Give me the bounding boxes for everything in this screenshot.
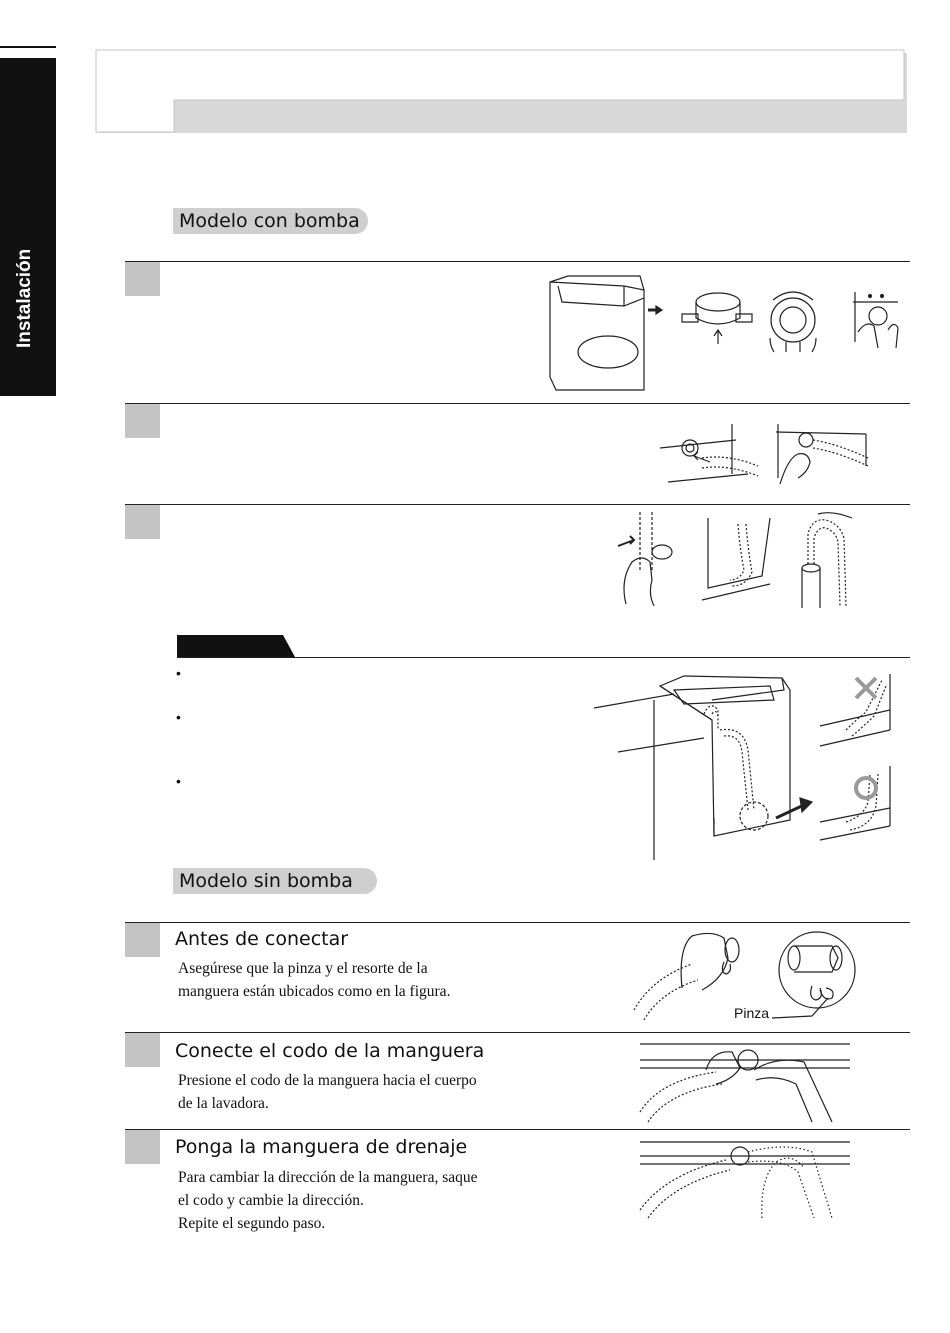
drain-height-illustration bbox=[594, 670, 899, 866]
note-bullet: • bbox=[176, 773, 181, 789]
step-number-box bbox=[125, 404, 160, 438]
note-bullet: • bbox=[176, 665, 181, 681]
description-line: Presione el codo de la manguera hacia el cuerpo bbox=[178, 1072, 477, 1089]
pinza-label: Pinza bbox=[734, 1005, 770, 1021]
description-line: de la lavadora. bbox=[178, 1095, 269, 1112]
section-side-tab bbox=[0, 58, 56, 396]
divider bbox=[125, 504, 910, 505]
turn-elbow-illustration bbox=[636, 1138, 854, 1220]
hose-routing-illustration bbox=[612, 510, 882, 608]
divider bbox=[125, 403, 910, 404]
washer-clamp-illustration bbox=[548, 272, 908, 394]
no-pump-model-heading: Modelo sin bomba bbox=[173, 868, 377, 894]
section-label: Instalación bbox=[14, 248, 35, 348]
step-number-box bbox=[125, 1033, 160, 1067]
step-title: Conecte el codo de la manguera bbox=[175, 1040, 485, 1062]
step-description bbox=[178, 957, 518, 1003]
push-elbow-illustration bbox=[636, 1040, 854, 1124]
hose-connection-illustration bbox=[658, 418, 873, 488]
step-description bbox=[178, 1166, 518, 1235]
step-number-box bbox=[125, 262, 160, 296]
step-number-box bbox=[125, 923, 160, 957]
divider bbox=[125, 922, 910, 923]
description-line: Repite el segundo paso. bbox=[178, 1215, 326, 1232]
step-title: Ponga la manguera de drenaje bbox=[175, 1136, 468, 1158]
step-title: Antes de conectar bbox=[175, 928, 349, 950]
description-line: manguera están ubicados como en la figura. bbox=[178, 983, 451, 1000]
note-divider bbox=[177, 657, 910, 658]
divider bbox=[125, 1032, 910, 1033]
description-line: Para cambiar la dirección de la manguera, saque bbox=[178, 1169, 478, 1186]
pump-model-heading: Modelo con bomba bbox=[173, 208, 368, 234]
divider bbox=[125, 1129, 910, 1130]
side-tab-rule bbox=[0, 46, 56, 48]
divider bbox=[125, 261, 910, 262]
step-description bbox=[178, 1069, 518, 1115]
note-bullet: • bbox=[176, 709, 181, 725]
description-line: el codo y cambie la dirección. bbox=[178, 1192, 364, 1209]
step-number-box bbox=[125, 505, 160, 539]
step-number-box bbox=[125, 1130, 160, 1164]
page-title-box bbox=[96, 50, 908, 136]
note-tab bbox=[177, 635, 295, 657]
description-line: Asegúrese que la pinza y el resorte de la bbox=[178, 960, 428, 977]
